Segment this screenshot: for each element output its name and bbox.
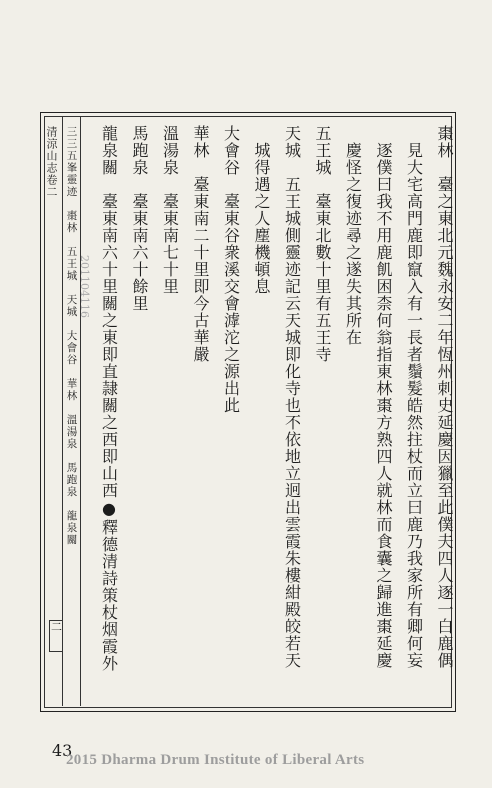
text-column: 棗林 臺之東北元魏永安二年恆州刺史延慶因獵至此僕夫四人逐一白鹿偶 [435,125,454,669]
text-column: 龍泉關 臺東南六十里關之東即直隷關之西即山西●釋德清詩策杖烟霞外 [99,125,119,672]
margin-rule-2 [80,116,81,706]
text-column: 五王城 臺東北數十里有五王寺 [313,125,332,363]
text-column: 華林 臺東南二十里即今古華嚴 [191,125,210,363]
text-column: 大會谷 臺東谷衆溪交會滹沱之源出此 [221,125,241,414]
text-column: 逐僕曰我不用鹿飢困柰何翁指東林棗方熟四人就林而食囊之歸進棗延慶 [374,142,393,669]
margin-rule-1 [62,116,63,706]
sheet-number: 二 [49,620,63,652]
text-column: 慶怪之復迹尋之遂失其所在 [343,142,363,346]
library-stamp: 201104116 [78,255,91,318]
text-column: 城得遇之人塵機頓息 [252,142,271,295]
text-column: 溫湯泉 臺東南七十里 [160,125,180,295]
section-index: 三三五峯靈迹 棗林 五王城 天城 大會谷 華林 溫湯泉 馬跑泉 龍泉關 [65,126,78,546]
book-title: 清涼山志卷二 [45,126,58,198]
text-column: 見大宅高門鹿即竄入有一長者鬚髮皓然拄杖而立曰鹿乃我家所有卿何妄 [404,142,424,669]
watermark: 2015 Dharma Drum Institute of Liberal Arts [66,752,365,768]
text-column: 馬跑泉 臺東南六十餘里 [130,125,149,312]
page-number: 43 [52,741,73,760]
text-column: 天城 五王城側靈迹記云天城即化寺也不依地立迥出雲霞朱樓紺殿皎若天 [282,125,302,669]
